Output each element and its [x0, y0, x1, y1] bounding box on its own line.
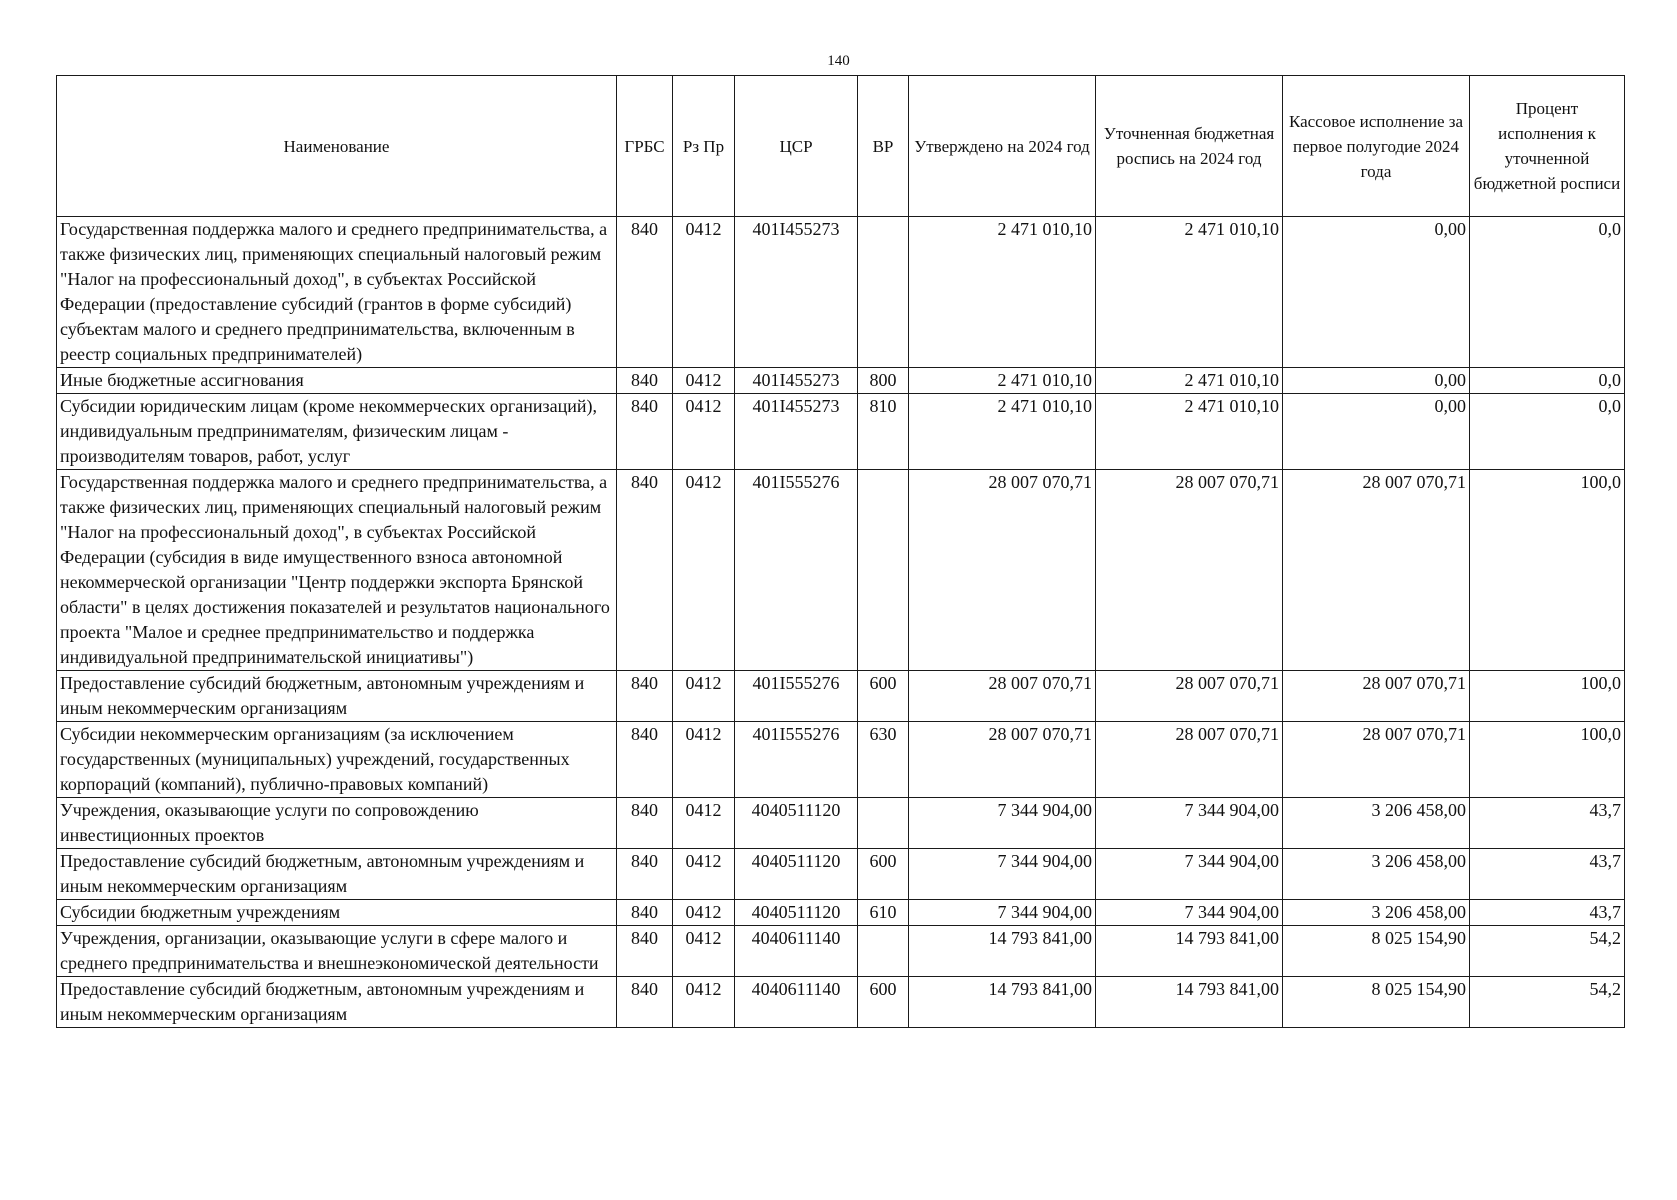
cell-approved: 7 344 904,00 — [909, 900, 1096, 926]
table-row — [57, 849, 1625, 900]
cell-rzpr: 0412 — [673, 671, 735, 722]
cell-cash: 3 206 458,00 — [1283, 798, 1470, 849]
header-name: Наименование — [57, 76, 617, 217]
cell-name: Государственная поддержка малого и среднего предпринимательства, а также физических лиц, применяющих специальный налоговый режим "Налог на профессиональный доход", в субъектах Российской Федерации (субсидия в виде имущественного взноса автономной некоммерческой организации "Центр поддержки экспорта Брянской области" в целях достижения показателей и результатов национального проекта "Малое и среднее предпринимательство и поддержка индивидуальной предпринимательской инициативы") — [57, 470, 617, 671]
cell-csr: 4040511120 — [735, 900, 858, 926]
cell-rzpr: 0412 — [673, 900, 735, 926]
cell-name: Учреждения, организации, оказывающие услуги в сфере малого и среднего предпринимательства и внешнеэкономической деятельности — [57, 926, 617, 977]
cell-grbs: 840 — [617, 977, 673, 1028]
cell-refined: 2 471 010,10 — [1096, 368, 1283, 394]
cell-vr — [858, 217, 909, 368]
cell-rzpr: 0412 — [673, 977, 735, 1028]
cell-approved: 7 344 904,00 — [909, 849, 1096, 900]
cell-percent: 43,7 — [1470, 849, 1625, 900]
cell-approved: 28 007 070,71 — [909, 470, 1096, 671]
cell-percent: 54,2 — [1470, 926, 1625, 977]
cell-cash: 28 007 070,71 — [1283, 671, 1470, 722]
cell-csr: 4040511120 — [735, 849, 858, 900]
cell-approved: 2 471 010,10 — [909, 394, 1096, 470]
cell-refined: 7 344 904,00 — [1096, 900, 1283, 926]
cell-refined: 28 007 070,71 — [1096, 470, 1283, 671]
cell-cash: 0,00 — [1283, 368, 1470, 394]
header-vr: ВР — [858, 76, 909, 217]
cell-csr: 4040511120 — [735, 798, 858, 849]
cell-vr — [858, 798, 909, 849]
cell-percent: 43,7 — [1470, 798, 1625, 849]
table-row — [57, 671, 1625, 722]
cell-cash: 0,00 — [1283, 394, 1470, 470]
cell-rzpr: 0412 — [673, 394, 735, 470]
cell-rzpr: 0412 — [673, 217, 735, 368]
cell-approved: 2 471 010,10 — [909, 217, 1096, 368]
cell-vr: 800 — [858, 368, 909, 394]
cell-grbs: 840 — [617, 722, 673, 798]
cell-vr — [858, 470, 909, 671]
table-body — [57, 217, 1625, 1028]
cell-name: Предоставление субсидий бюджетным, автономным учреждениям и иным некоммерческим организациям — [57, 671, 617, 722]
cell-name: Иные бюджетные ассигнования — [57, 368, 617, 394]
cell-percent: 0,0 — [1470, 394, 1625, 470]
cell-vr: 630 — [858, 722, 909, 798]
cell-rzpr: 0412 — [673, 798, 735, 849]
cell-rzpr: 0412 — [673, 926, 735, 977]
table-row — [57, 722, 1625, 798]
cell-grbs: 840 — [617, 470, 673, 671]
cell-refined: 14 793 841,00 — [1096, 926, 1283, 977]
cell-cash: 8 025 154,90 — [1283, 977, 1470, 1028]
cell-grbs: 840 — [617, 900, 673, 926]
cell-approved: 28 007 070,71 — [909, 671, 1096, 722]
cell-csr: 4040611140 — [735, 926, 858, 977]
cell-vr: 600 — [858, 671, 909, 722]
cell-grbs: 840 — [617, 394, 673, 470]
cell-refined: 14 793 841,00 — [1096, 977, 1283, 1028]
table-row — [57, 394, 1625, 470]
cell-csr: 401I455273 — [735, 394, 858, 470]
cell-refined: 28 007 070,71 — [1096, 671, 1283, 722]
header-refined: Уточненная бюджетная роспись на 2024 год — [1096, 76, 1283, 217]
cell-csr: 401I455273 — [735, 368, 858, 394]
cell-percent: 100,0 — [1470, 722, 1625, 798]
table-row — [57, 926, 1625, 977]
cell-cash: 0,00 — [1283, 217, 1470, 368]
cell-refined: 2 471 010,10 — [1096, 217, 1283, 368]
cell-csr: 401I555276 — [735, 722, 858, 798]
cell-name: Учреждения, оказывающие услуги по сопровождению инвестиционных проектов — [57, 798, 617, 849]
cell-grbs: 840 — [617, 671, 673, 722]
cell-grbs: 840 — [617, 926, 673, 977]
cell-percent: 43,7 — [1470, 900, 1625, 926]
header-grbs: ГРБС — [617, 76, 673, 217]
cell-approved: 28 007 070,71 — [909, 722, 1096, 798]
header-rzpr: Рз Пр — [673, 76, 735, 217]
cell-percent: 54,2 — [1470, 977, 1625, 1028]
cell-cash: 28 007 070,71 — [1283, 470, 1470, 671]
cell-rzpr: 0412 — [673, 368, 735, 394]
cell-grbs: 840 — [617, 849, 673, 900]
cell-grbs: 840 — [617, 368, 673, 394]
budget-table — [56, 75, 1625, 1028]
cell-grbs: 840 — [617, 217, 673, 368]
cell-rzpr: 0412 — [673, 849, 735, 900]
cell-rzpr: 0412 — [673, 722, 735, 798]
cell-rzpr: 0412 — [673, 470, 735, 671]
cell-approved: 14 793 841,00 — [909, 977, 1096, 1028]
cell-approved: 14 793 841,00 — [909, 926, 1096, 977]
table-row — [57, 368, 1625, 394]
cell-percent: 0,0 — [1470, 368, 1625, 394]
cell-percent: 100,0 — [1470, 470, 1625, 671]
cell-vr: 600 — [858, 849, 909, 900]
header-row — [57, 76, 1625, 217]
cell-name: Субсидии юридическим лицам (кроме некоммерческих организаций), индивидуальным предпринимателям, физическим лицам - производителям товаров, работ, услуг — [57, 394, 617, 470]
header-percent: Процент исполнения к уточненной бюджетной росписи — [1470, 76, 1625, 217]
cell-cash: 3 206 458,00 — [1283, 900, 1470, 926]
table-row — [57, 798, 1625, 849]
table-row — [57, 900, 1625, 926]
table-row — [57, 470, 1625, 671]
cell-vr — [858, 926, 909, 977]
cell-refined: 7 344 904,00 — [1096, 849, 1283, 900]
cell-name: Предоставление субсидий бюджетным, автономным учреждениям и иным некоммерческим организациям — [57, 977, 617, 1028]
cell-vr: 600 — [858, 977, 909, 1028]
cell-approved: 2 471 010,10 — [909, 368, 1096, 394]
cell-refined: 28 007 070,71 — [1096, 722, 1283, 798]
cell-csr: 401I555276 — [735, 671, 858, 722]
page-number: 140 — [827, 53, 850, 69]
cell-csr: 401I455273 — [735, 217, 858, 368]
cell-percent: 0,0 — [1470, 217, 1625, 368]
cell-name: Субсидии бюджетным учреждениям — [57, 900, 617, 926]
cell-name: Субсидии некоммерческим организациям (за исключением государственных (муниципальных) учреждений, государственных корпораций (компаний), публично-правовых компаний) — [57, 722, 617, 798]
cell-refined: 7 344 904,00 — [1096, 798, 1283, 849]
header-cash: Кассовое исполнение за первое полугодие 2024 года — [1283, 76, 1470, 217]
cell-name: Предоставление субсидий бюджетным, автономным учреждениям и иным некоммерческим организациям — [57, 849, 617, 900]
cell-cash: 8 025 154,90 — [1283, 926, 1470, 977]
cell-vr: 810 — [858, 394, 909, 470]
table-row — [57, 977, 1625, 1028]
cell-approved: 7 344 904,00 — [909, 798, 1096, 849]
cell-csr: 4040611140 — [735, 977, 858, 1028]
cell-name: Государственная поддержка малого и среднего предпринимательства, а также физических лиц, применяющих специальный налоговый режим "Налог на профессиональный доход", в субъектах Российской Федерации (предоставление субсидий (грантов в форме субсидий) субъектам малого и среднего предпринимательства, включенным в реестр социальных предпринимателей) — [57, 217, 617, 368]
table-row — [57, 217, 1625, 368]
cell-vr: 610 — [858, 900, 909, 926]
header-csr: ЦСР — [735, 76, 858, 217]
cell-refined: 2 471 010,10 — [1096, 394, 1283, 470]
cell-percent: 100,0 — [1470, 671, 1625, 722]
header-approved: Утверждено на 2024 год — [909, 76, 1096, 217]
cell-cash: 28 007 070,71 — [1283, 722, 1470, 798]
cell-cash: 3 206 458,00 — [1283, 849, 1470, 900]
cell-grbs: 840 — [617, 798, 673, 849]
cell-csr: 401I555276 — [735, 470, 858, 671]
